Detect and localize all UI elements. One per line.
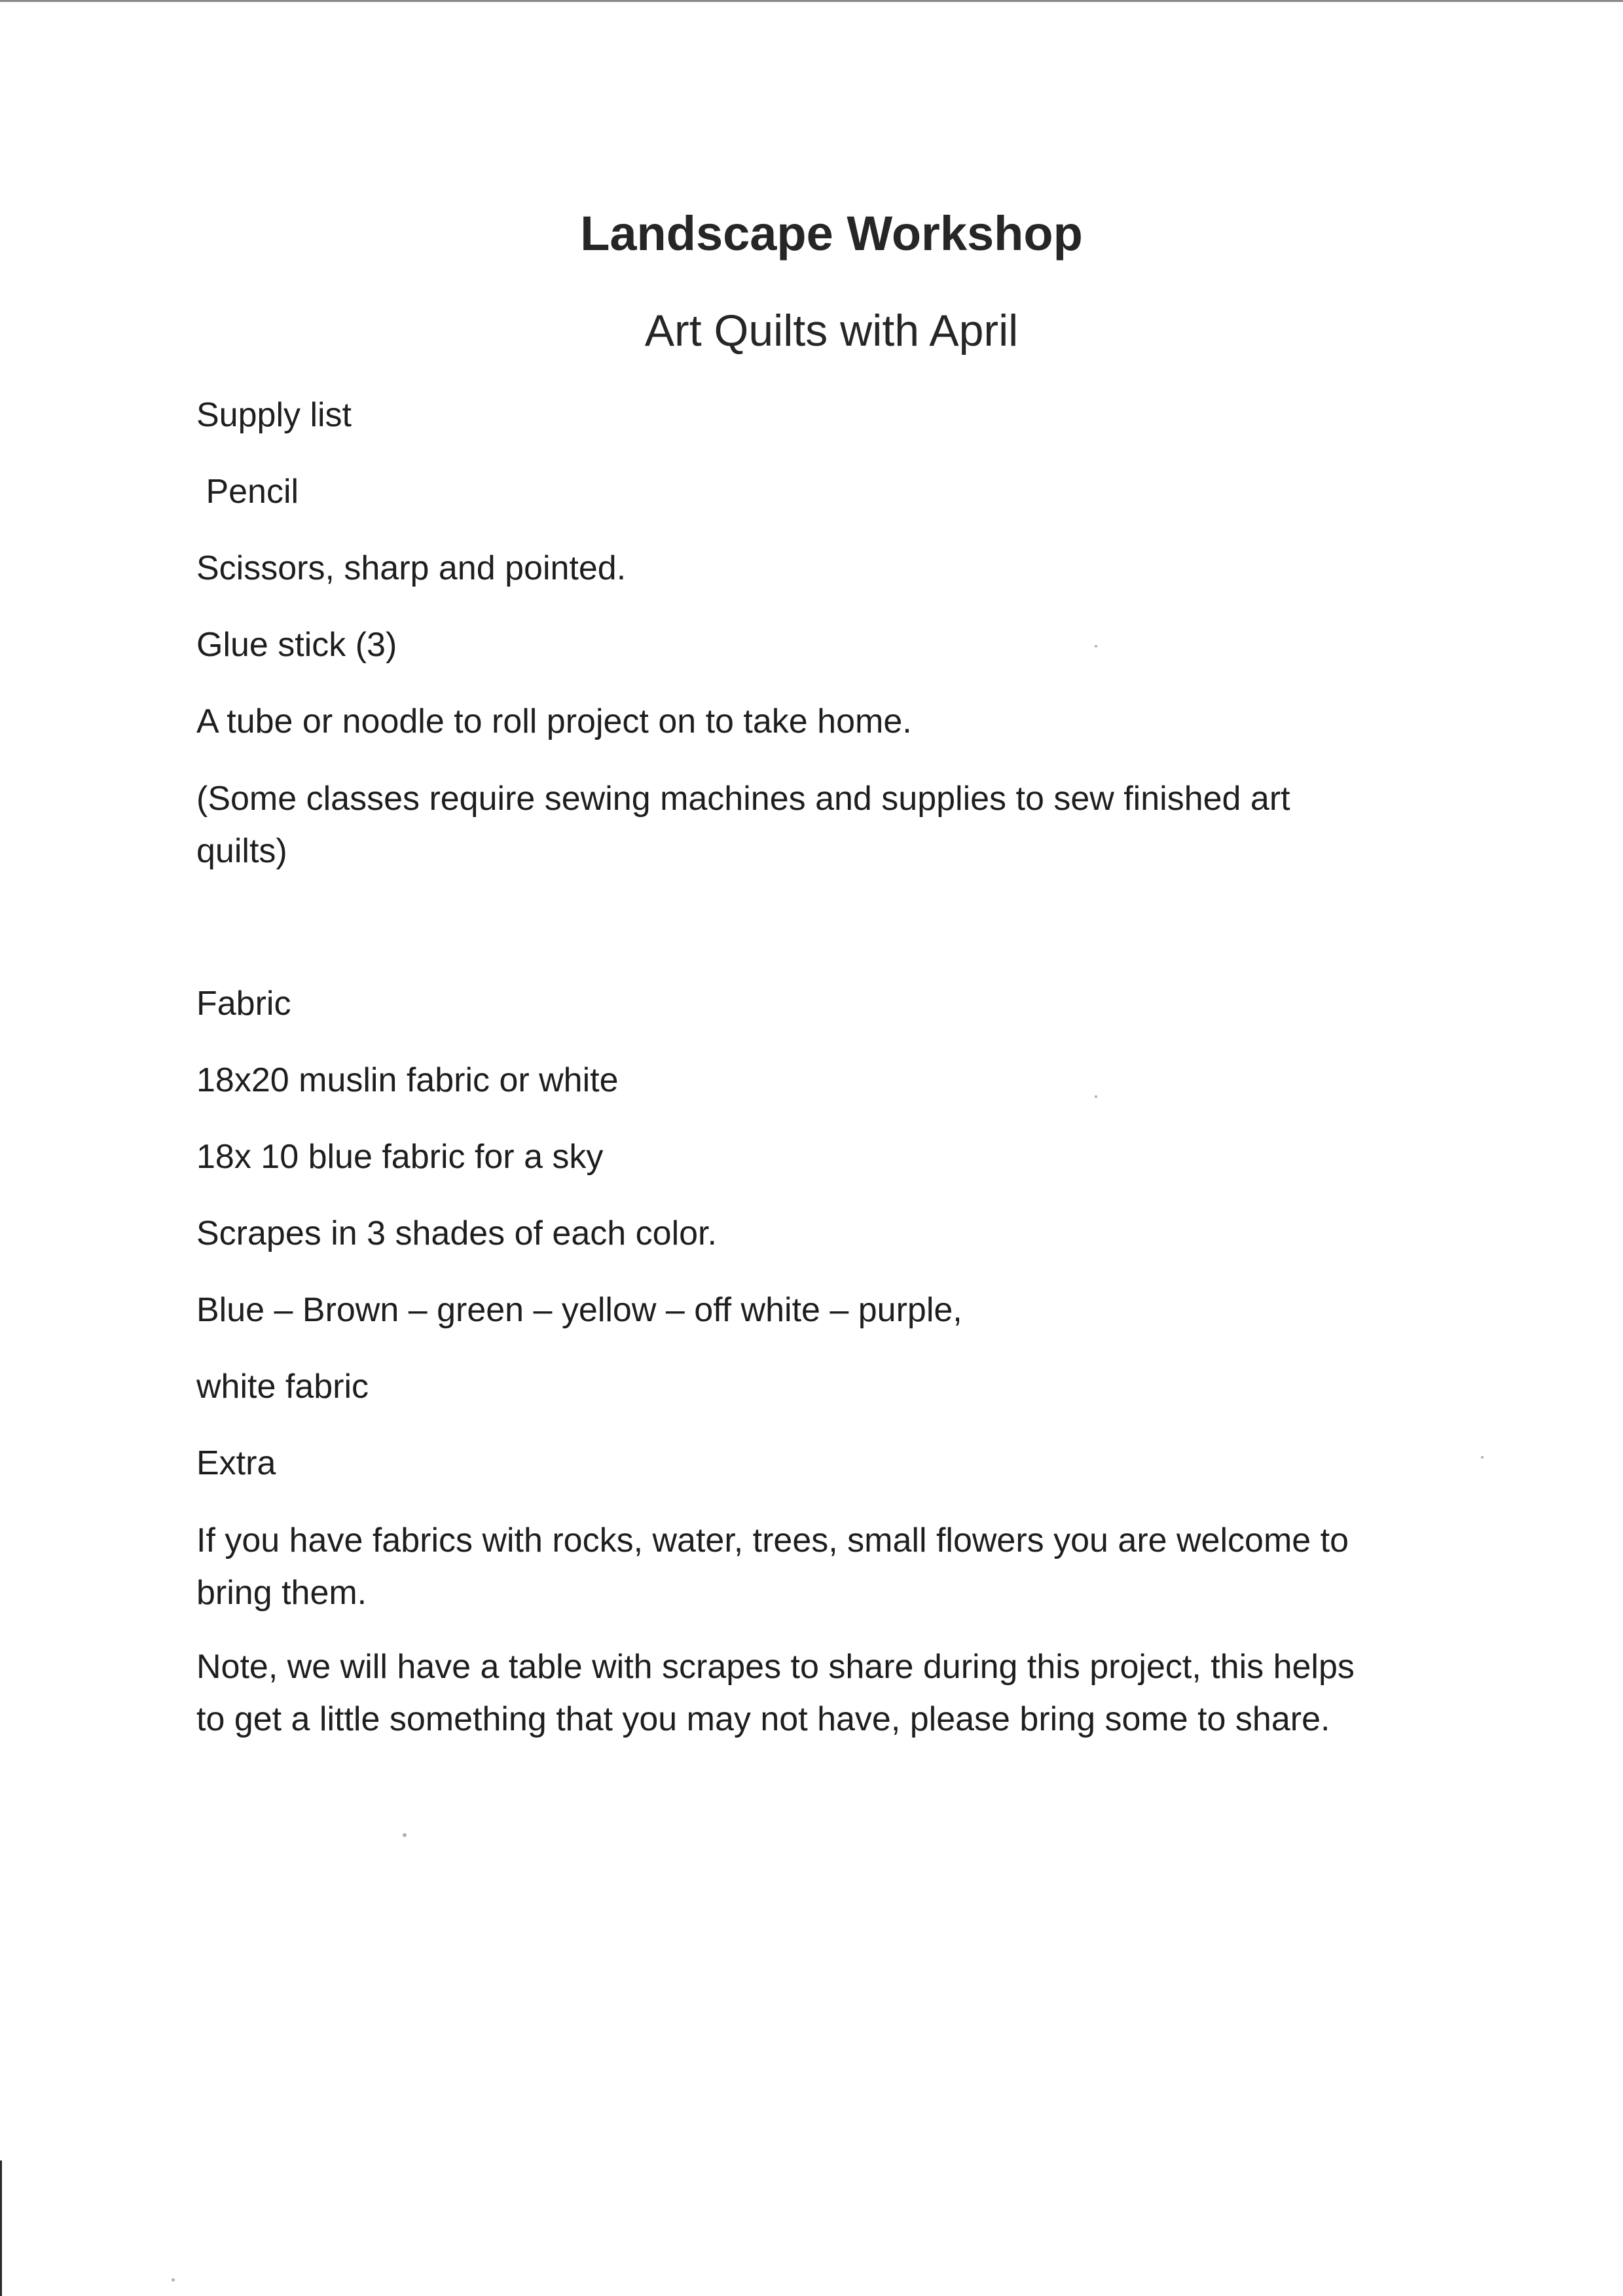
scan-speck [1095,1095,1097,1098]
fabric-item-blue-sky: 18x 10 blue fabric for a sky [196,1138,604,1176]
supply-list-heading: Supply list [196,396,352,434]
supply-item-scissors: Scissors, sharp and pointed. [196,549,627,587]
scan-speck [1095,645,1097,647]
fabric-heading: Fabric [196,985,291,1023]
fabric-item-muslin: 18x20 muslin fabric or white [196,1061,619,1099]
supply-note-line-2: quilts) [196,832,287,870]
extra-heading: Extra [196,1444,276,1482]
note-text-line-1: Note, we will have a table with scrapes to share during this project, this helps [196,1648,1355,1686]
scan-edge-top [0,0,1623,2]
scan-speck [1481,1456,1484,1459]
supply-note-line-1: (Some classes require sewing machines and supplies to sew finished art [196,780,1290,818]
extra-text-line-1: If you have fabrics with rocks, water, trees, small flowers you are welcome to [196,1522,1349,1559]
supply-item-glue-stick: Glue stick (3) [196,626,397,664]
scan-edge-left [0,2160,2,2296]
supply-item-pencil: Pencil [196,473,299,511]
scan-speck [172,2278,175,2282]
document-subtitle: Art Quilts with April [644,306,1019,355]
note-text-line-2: to get a little something that you may not have, please bring some to share. [196,1700,1330,1738]
fabric-item-white: white fabric [196,1368,369,1406]
fabric-item-scrapes: Scrapes in 3 shades of each color. [196,1214,717,1252]
scan-speck [403,1833,407,1837]
fabric-item-colors: Blue – Brown – green – yellow – off white – purple, [196,1291,962,1329]
extra-text-line-2: bring them. [196,1574,367,1612]
supply-item-tube: A tube or noodle to roll project on to take home. [196,702,912,740]
document-title: Landscape Workshop [580,206,1083,261]
